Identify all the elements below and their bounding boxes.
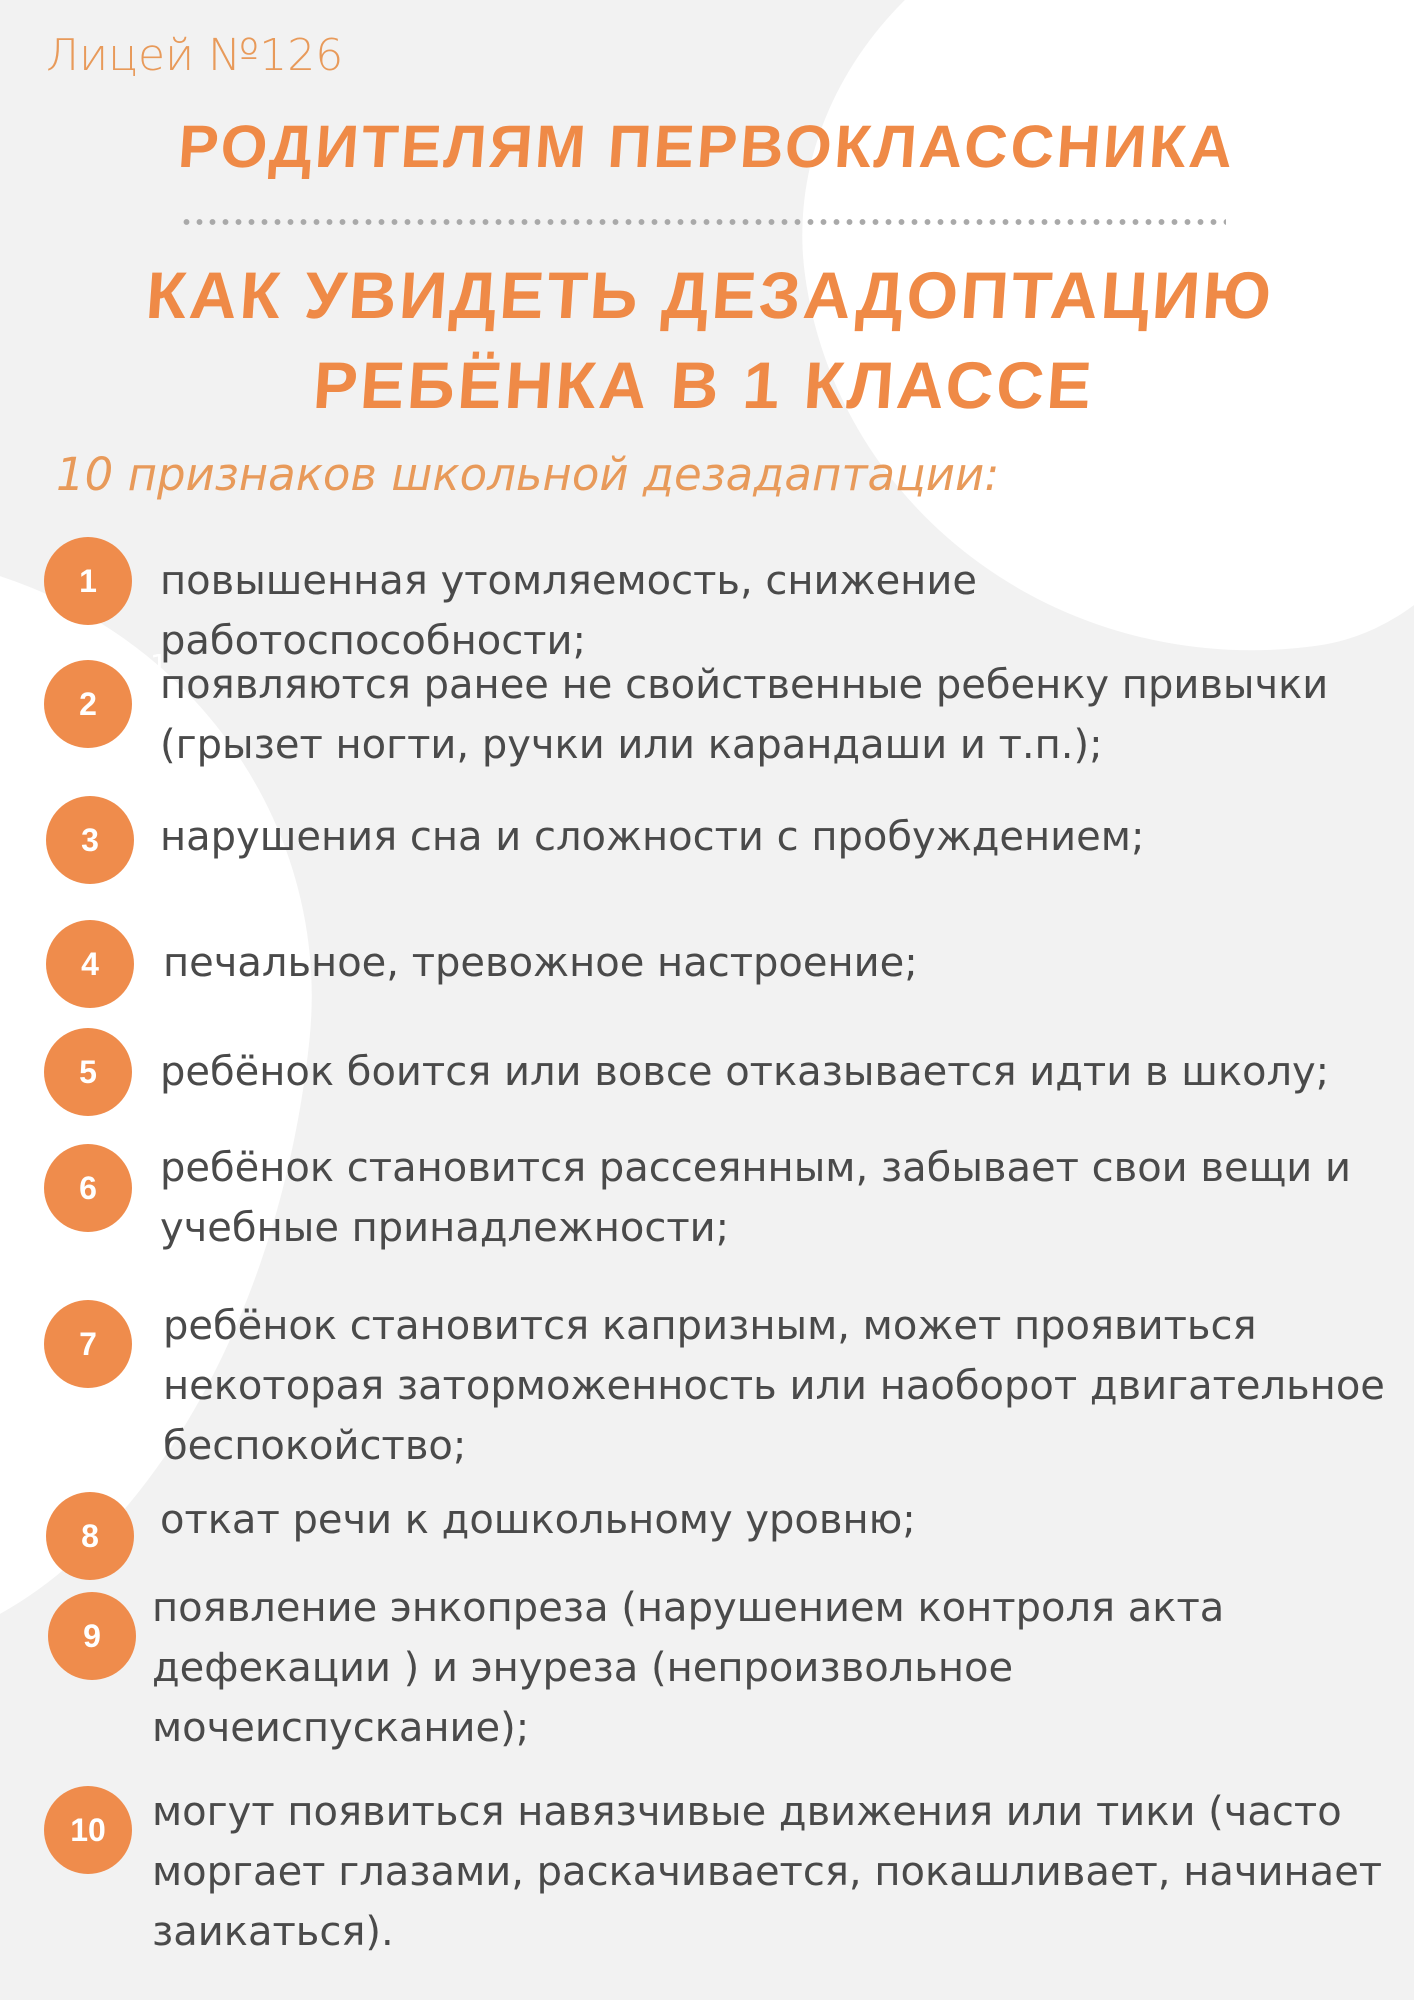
list-item-text: нарушения сна и сложности с пробуждением; [160, 814, 1145, 860]
list-item-text: появление энкопреза (нарушением контроля акта дефекации ) и энуреза (непроизвольное мочеиспускание); [152, 1585, 1225, 1751]
number-badge: 3 [46, 796, 134, 884]
number-badge: 7 [44, 1300, 132, 1388]
heading-main: КАК УВИДЕТЬ ДЕЗАДОПТАЦИЮ РЕБЁНКА В 1 КЛАССЕ [143, 258, 1277, 422]
list-item-text: ребёнок боится или вовсе отказывается идти в школу; [160, 1049, 1330, 1095]
list-item-text: печальное, тревожное настроение; [163, 940, 918, 986]
school-name: Лицей №126 [46, 30, 344, 81]
number-badge: 5 [44, 1028, 132, 1116]
list-item-text: могут появиться навязчивые движения или тики (часто моргает глазами, раскачивается, покашливает, начинает заикаться). [152, 1789, 1383, 1955]
list-item-text: ребёнок становится рассеянным, забывает свои вещи и учебные принадлежности; [160, 1145, 1351, 1251]
list-item-text: ребёнок становится капризным, может проявиться некоторая заторможенность или наоборот двигательное беспокойство; [163, 1303, 1385, 1469]
list-item-text: откат речи к дошкольному уровню; [160, 1497, 916, 1543]
number-badge: 8 [46, 1492, 134, 1580]
number-badge: 9 [48, 1592, 136, 1680]
list-item-text: повышенная утомляемость, снижение работоспособности; [160, 558, 977, 664]
number-badge: 6 [44, 1144, 132, 1232]
heading-top: РОДИТЕЛЯМ ПЕРВОКЛАССНИКА [176, 113, 1238, 180]
dotted-divider [180, 218, 1226, 226]
number-badge: 4 [46, 920, 134, 1008]
number-badge: 2 [44, 660, 132, 748]
number-badge: 1 [44, 537, 132, 625]
list-item-text: появляются ранее не свойственные ребенку привычки (грызет ногти, ручки или карандаши и т.п.); [160, 662, 1329, 768]
list-subtitle: 10 признаков школьной дезадаптации: [56, 448, 1000, 501]
stray-mark: 1 [150, 648, 168, 681]
number-badge: 10 [44, 1786, 132, 1874]
